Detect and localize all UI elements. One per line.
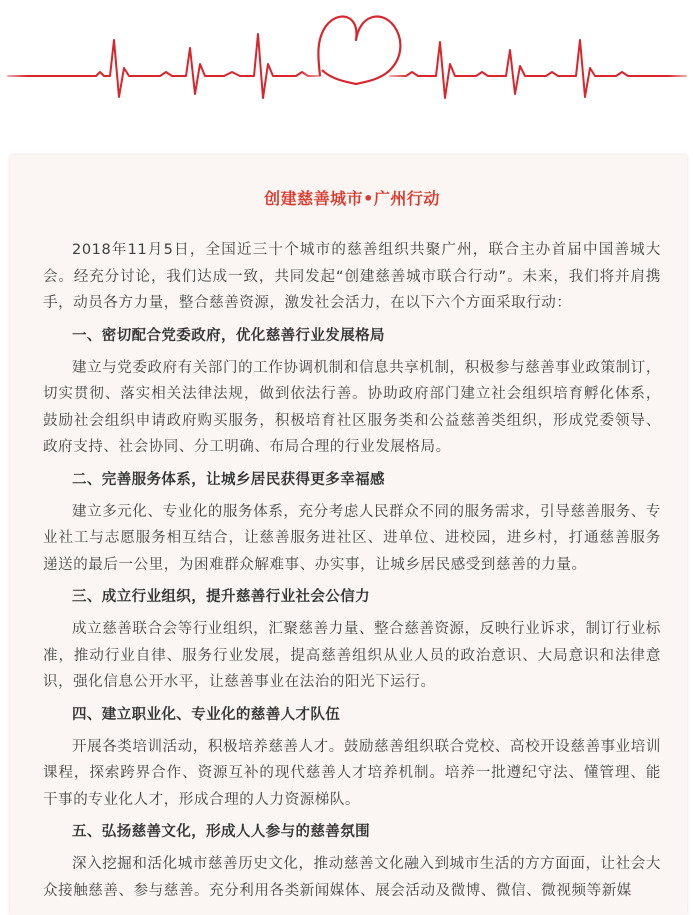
article-intro: 2018年11月5日，全国近三十个城市的慈善组织共聚广州，联合主办首届中国善城大会。经充分讨论，我们达成一致，共同发起“创建慈善城市联合行动”。未来，我们将并肩携手，动员各方力量，整合慈善资源，激发社会活力，在以下六个方面采取行动： <box>43 242 661 311</box>
heartbeat-banner <box>0 0 693 140</box>
section-body-5: 深入挖掘和活化城市慈善历史文化，推动慈善文化融入到城市生活的方方面面，让社会大众接触慈善、参与慈善。充分利用各类新闻媒体、展会活动及微博、微信、微视频等新媒 <box>43 856 661 899</box>
section-heading-2: 二、完善服务体系，让城乡居民获得更多幸福感 <box>72 471 385 488</box>
ekg-line-left <box>8 34 320 98</box>
heart-icon <box>318 17 400 84</box>
section-heading-5: 五、弘扬慈善文化，形成人人参与的慈善氛围 <box>72 824 370 840</box>
section-body-1: 建立与党委政府有关部门的工作协调机制和信息共享机制，积极参与慈善事业政策制订，切实贯彻、落实相关法律法规，做到依法行善。协助政府部门建立社会组织培育孵化体系，鼓励社会组织申请政府购买服务，积极培育社区服务类和公益慈善类组织，形成党委领导、政府支持、社会协同、分工明确、布局合理的行业发展格局。 <box>43 359 661 455</box>
section-body-4: 开展各类培训活动，积极培养慈善人才。鼓励慈善组织联合党校、高校开设慈善事业培训课程，探索跨界合作、资源互补的现代慈善人才培养机制。培养一批遵纪守法、懂管理、能干事的专业化人才，形成合理的人力资源梯队。 <box>43 738 661 808</box>
article-card <box>10 155 687 915</box>
article-title: 创建慈善城市•广州行动 <box>264 189 440 208</box>
section-heading-3: 三、成立行业组织，提升慈善行业社会公信力 <box>72 589 370 605</box>
section-heading-1: 一、密切配合党委政府，优化慈善行业发展格局 <box>72 327 385 344</box>
section-heading-4: 四、建立职业化、专业化的慈善人才队伍 <box>72 706 341 723</box>
ekg-line-right <box>390 40 686 98</box>
section-body-3: 成立慈善联合会等行业组织，汇聚慈善力量、整合慈善资源，反映行业诉求，制订行业标准，推动行业自律、服务行业发展，提高慈善组织从业人员的政治意识、大局意识和法律意识，强化信息公开水平，让慈善事业在法治的阳光下运行。 <box>43 621 661 690</box>
section-body-2: 建立多元化、专业化的服务体系，充分考虑人民群众不同的服务需求，引导慈善服务、专业社工与志愿服务相互结合，让慈善服务进社区、进单位、进校园，进乡村，打通慈善服务递送的最后一公里，为困难群众解难事、办实事，让城乡居民感受到慈善的力量。 <box>43 503 661 573</box>
